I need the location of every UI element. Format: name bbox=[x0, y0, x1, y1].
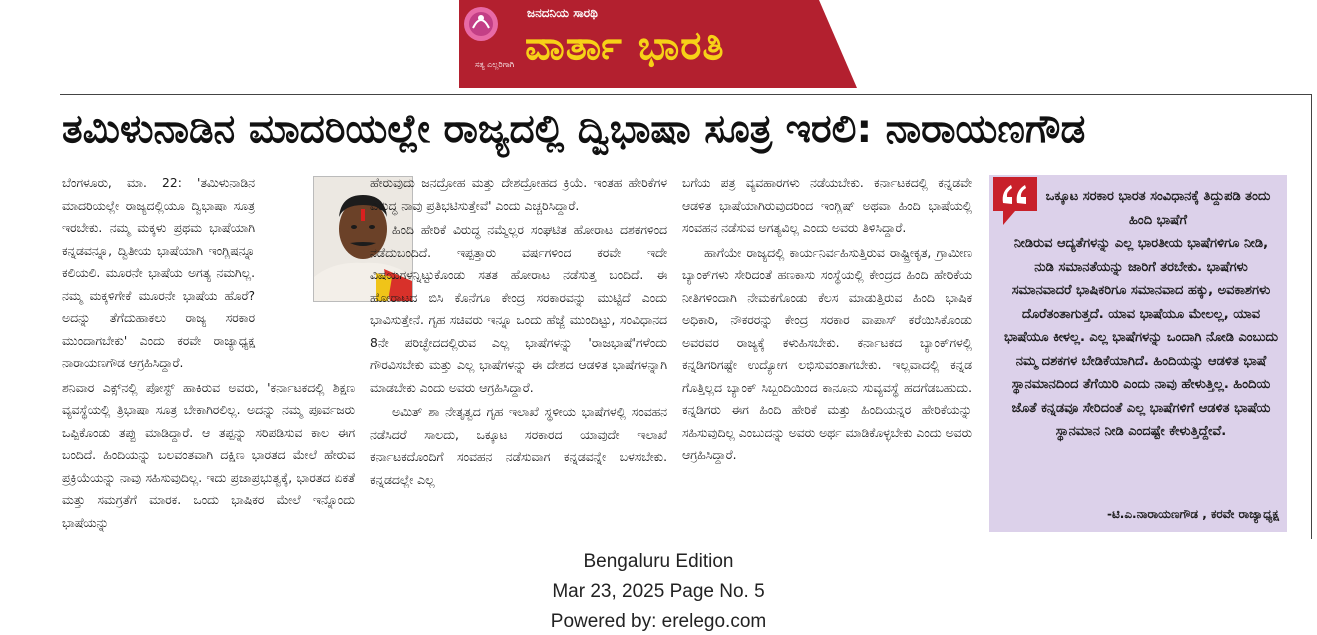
article-headline: ತಮಿಳುನಾಡಿನ ಮಾದರಿಯಲ್ಲೇ ರಾಜ್ಯದಲ್ಲಿ ದ್ವಿಭಾಷಾ ಸೂತ್ರ ಇರಲಿ: ನಾರಾಯಣಗೌಡ bbox=[62, 107, 1086, 152]
date-page-label: Mar 23, 2025 Page No. 5 bbox=[552, 581, 765, 602]
article-column-3 bbox=[682, 172, 972, 532]
pull-quote-lead: ಒಕ್ಕೂಟ ಸರಕಾರ ಭಾರತ ಸಂವಿಧಾನಕ್ಕೆ ತಿದ್ದುಪಡಿ ತಂದು ಹಿಂದಿ ಭಾಷೆಗೆ bbox=[1045, 189, 1271, 228]
brand-logo-icon bbox=[459, 0, 503, 54]
masthead-motto: ಸತ್ಯ ಎಲ್ಲರಿಗಾಗಿ bbox=[475, 60, 515, 69]
pull-quote-signature: -ಟಿ.ಎ.ನಾರಾಯಣಗೌಡ , ಕರವೇ ರಾಜ್ಯಾಧ್ಯಕ್ಷ bbox=[1106, 507, 1279, 521]
col3-paragraph-2: ಹಾಗೆಯೇ ರಾಜ್ಯದಲ್ಲಿ ಕಾರ್ಯನಿರ್ವಹಿಸುತ್ತಿರುವ ರಾಷ್ಟ್ರೀಕೃತ, ಗ್ರಾಮೀಣ ಬ್ಯಾಂಕ್‌ಗಳು ಸೇರಿದಂತೆ ಹಣಕಾಸು ಸಂಸ್ಥೆಯಲ್ಲಿ ಕೇಂದ್ರದ ಹಿಂದಿ ಹೇರಿಕೆಯ ನೀತಿಗಳಿಂದಾಗಿ ನೇಮಕಗೊಂಡು ಕೆಲಸ ಮಾಡುತ್ತಿರುವ ಹಿಂದಿ ಭಾಷಿಕ ಅಧಿಕಾರಿ, ನೌಕರರನ್ನು ಕೇಂದ್ರ ಸರಕಾರ ವಾಪಾಸ್ ಕರೆಯಿಸಿಕೊಂಡು ಅವರವರ ರಾಜ್ಯಕ್ಕೆ ಕಳುಹಿಸಬೇಕು. ಕರ್ನಾಟಕದ ಬ್ಯಾಂಕ್‌ಗಳಲ್ಲಿ ಕನ್ನಡಿಗರಿಗಷ್ಟೇ ಉದ್ಯೋಗ ಲಭಿಸುವಂತಾಗಬೇಕು. ಇಲ್ಲವಾದಲ್ಲಿ ಕನ್ನಡ ಗೊತ್ತಿಲ್ಲದ ಬ್ಯಾಂಕ್ ಸಿಬ್ಬಂದಿಯಿಂದ ಕಾನೂನು ಸುವ್ಯವಸ್ಥೆ ಹದಗೆಡಬಹುದು. ಕನ್ನಡಿಗರು ಈಗ ಹಿಂದಿ ಹೇರಿಕೆ ಮತ್ತು ಹಿಂದಿಯನ್ನರ ಹೇರಿಕೆಯನ್ನು ಸಹಿಸುವುದಿಲ್ಲ ಎಂಬುದನ್ನು ಅವರು ಅರ್ಥ ಮಾಡಿಕೊಳ್ಳಬೇಕು ಎಂದು ಅವರು ಆಗ್ರಹಿಸಿದ್ದಾರೆ. bbox=[682, 245, 972, 462]
col1-paragraph-2: ಶನಿವಾರ ಎಕ್ಸ್‌ನಲ್ಲಿ ಪೋಸ್ಟ್ ಹಾಕಿರುವ ಅವರು, 'ಕರ್ನಾಟಕದಲ್ಲಿ ಶಿಕ್ಷಣ ವ್ಯವಸ್ಥೆಯಲ್ಲಿ ತ್ರಿಭಾಷಾ ಸೂತ್ರ ಬೇಕಾಗಿರಲಿಲ್ಲ. ಅದನ್ನು ನಮ್ಮ ಪೂರ್ವಜರು ಒಪ್ಪಿಕೊಂಡು ತಪ್ಪು ಮಾಡಿದ್ದಾರೆ. ಆ ತಪ್ಪನ್ನು ಸರಿಪಡಿಸುವ ಕಾಲ ಈಗ ಬಂದಿದೆ. ಹಿಂದಿಯನ್ನು ಬಲವಂತವಾಗಿ ದಕ್ಷಿಣ ಭಾರತದ ಮೇಲೆ ಹೇರುವ ಪ್ರಕ್ರಿಯೆಯನ್ನು ನಾವು ಸಹಿಸುವುದಿಲ್ಲ. ಇದು ಪ್ರಜಾಪ್ರಭುತ್ವಕ್ಕೆ, ಭಾರತದ ಏಕತೆ ಮತ್ತು ಸಮಗ್ರತೆಗೆ ಮಾರಕ. ಒಂದು ಭಾಷಿಕರ ಮೇಲೆ ಇನ್ನೊಂದು ಭಾಷೆಯನ್ನು bbox=[62, 380, 355, 530]
right-divider bbox=[1311, 94, 1312, 539]
col2-paragraph-3: ಅಮಿತ್ ಶಾ ನೇತೃತ್ವದ ಗೃಹ ಇಲಾಖೆ ಸ್ಥಳೀಯ ಭಾಷೆಗಳಲ್ಲಿ ಸಂವಹನ ನಡೆಸಿದರೆ ಸಾಲದು, ಒಕ್ಕೂಟ ಸರಕಾರದ ಯಾವುದೇ ಇಲಾಖೆ ಕರ್ನಾಟಕದೊಂದಿಗೆ ಸಂವಹನ ನಡೆಸುವಾಗ ಕನ್ನಡವನ್ನೇ ಬಳಸಬೇಕು. ಕನ್ನಡದಲ್ಲೇ ಎಲ್ಲ bbox=[370, 405, 667, 487]
edition-label: Bengaluru Edition bbox=[583, 551, 734, 572]
article-column-1 bbox=[62, 172, 355, 544]
pull-quote-box bbox=[989, 175, 1287, 532]
pull-quote-body: ನೀಡಿರುವ ಆದ್ಯತೆಗಳನ್ನು ಎಲ್ಲ ಭಾರತೀಯ ಭಾಷೆಗಳಿಗೂ ನೀಡಿ, ನುಡಿ ಸಮಾನತೆಯನ್ನು ಜಾರಿಗೆ ತರಬೇಕು. ಭಾಷೆಗಳು ಸಮಾನವಾದರೆ ಭಾಷಿಕರಿಗೂ ಸಮಾನವಾದ ಹಕ್ಕು, ಅವಕಾಶಗಳು ದೊರೆತಂತಾಗುತ್ತದೆ. ಯಾವ ಭಾಷೆಯೂ ಮೇಲಲ್ಲ, ಯಾವ ಭಾಷೆಯೂ ಕೀಳಲ್ಲ. ಎಲ್ಲ ಭಾಷೆಗಳನ್ನು ಒಂದಾಗಿ ನೋಡಿ ಎಂಬುದು ನಮ್ಮ ದಶಕಗಳ ಬೇಡಿಕೆಯಾಗಿದೆ. ಹಿಂದಿಯನ್ನು ಆಡಳಿತ ಭಾಷೆ ಸ್ಥಾನಮಾನದಿಂದ ತೆಗೆಯಿರಿ ಎಂದು ನಾವು ಹೇಳುತ್ತಿಲ್ಲ. ಹಿಂದಿಯ ಜೊತೆ ಕನ್ನಡವೂ ಸೇರಿದಂತೆ ಎಲ್ಲ ಭಾಷೆಗಳಿಗೆ ಆಡಳಿತ ಭಾಷೆಯ ಸ್ಥಾನಮಾನ ನೀಡಿ ಎಂದಷ್ಟೇ ಕೇಳುತ್ತಿದ್ದೇವೆ. bbox=[1003, 236, 1279, 439]
masthead-tagline: ಜನದನಿಯ ಸಾರಥಿ bbox=[527, 6, 598, 20]
article-column-2 bbox=[370, 172, 667, 544]
col2-paragraph-1: ಹೇರುವುದು ಜನದ್ರೋಹ ಮತ್ತು ದೇಶದ್ರೋಹದ ಕ್ರಿಯೆ. ಇಂತಹ ಹೇರಿಕೆಗಳ ವಿರುದ್ಧ ನಾವು ಪ್ರತಿಭಟಿಸುತ್ತೇವೆ' ಎಂದು ಎಚ್ಚರಿಸಿದ್ದಾರೆ. bbox=[370, 176, 667, 213]
powered-by-label: Powered by: erelego.com bbox=[550, 611, 767, 632]
pull-quote-text bbox=[1003, 185, 1279, 444]
masthead-title: ವಾರ್ತಾ ಭಾರತಿ bbox=[525, 23, 725, 69]
col1-paragraph-1: ಬೆಂಗಳೂರು, ಮಾ. 22: 'ತಮಿಳುನಾಡಿನ ಮಾದರಿಯಲ್ಲೇ ರಾಜ್ಯದಲ್ಲಿಯೂ ದ್ವಿಭಾಷಾ ಸೂತ್ರ ಇರಬೇಕು. ನಮ್ಮ ಮಕ್ಕಳು ಪ್ರಥಮ ಭಾಷೆಯಾಗಿ ಕನ್ನಡವನ್ನೂ, ದ್ವಿತೀಯ ಭಾಷೆಯಾಗಿ ಇಂಗ್ಲಿಷನ್ನೂ ಕಲಿಯಲಿ. ಮೂರನೇ ಭಾಷೆಯ ಅಗತ್ಯ ನಮಗಿಲ್ಲ. ನಮ್ಮ ಮಕ್ಕಳಿಗೇಕೆ ಮೂರನೇ ಭಾಷೆಯ ಹೊರೆ? ಅದನ್ನು ತೆಗೆದುಹಾಕಲು ರಾಜ್ಯ ಸರಕಾರ ಮುಂದಾಗಬೇಕು' ಎಂದು ಕರವೇ ರಾಜ್ಯಾಧ್ಯಕ್ಷ ನಾರಾಯಣಗೌಡ ಆಗ್ರಹಿಸಿದ್ದಾರೆ. bbox=[62, 176, 255, 370]
col2-paragraph-2: ಹಿಂದಿ ಹೇರಿಕೆ ವಿರುದ್ಧ ನಮ್ಮೆಲ್ಲರ ಸಂಘಟಿತ ಹೋರಾಟ ದಶಕಗಳಿಂದ ನಡೆದುಬಂದಿದೆ. ಇಪ್ಪತ್ತಾರು ವರ್ಷಗಳಿಂದ ಕರವೇ ಇದೇ ವಿಷಯಗಳನ್ನಿಟ್ಟುಕೊಂಡು ಸತತ ಹೋರಾಟ ನಡೆಸುತ್ತ ಬಂದಿದೆ. ಈ ಹೋರಾಟದ ಬಿಸಿ ಕೊನೆಗೂ ಕೇಂದ್ರ ಸರಕಾರವನ್ನು ಮುಟ್ಟಿದೆ ಎಂದು ಭಾವಿಸುತ್ತೇನೆ. ಗೃಹ ಸಚಿವರು ಇನ್ನೂ ಒಂದು ಹೆಜ್ಜೆ ಮುಂದಿಟ್ಟು, ಸಂವಿಧಾನದ 8ನೇ ಪರಿಚ್ಛೇದದಲ್ಲಿರುವ ಎಲ್ಲ ಭಾಷೆಗಳನ್ನು 'ರಾಜಭಾಷೆ'ಗಳೆಂದು ಗೌರವಿಸಬೇಕು ಮತ್ತು ಎಲ್ಲ ಭಾಷೆಗಳನ್ನು ಈ ದೇಶದ ಆಡಳಿತ ಭಾಷೆಗಳನ್ನಾಗಿ ಮಾಡಬೇಕು ಎಂದು ಅವರು ಆಗ್ರಹಿಸಿದ್ದಾರೆ. bbox=[370, 223, 667, 395]
masthead bbox=[459, 0, 857, 88]
top-divider bbox=[60, 94, 1312, 95]
col3-paragraph-1: ಬಗೆಯ ಪತ್ರ ವ್ಯವಹಾರಗಳು ನಡೆಯಬೇಕು. ಕರ್ನಾಟಕದಲ್ಲಿ ಕನ್ನಡವೇ ಆಡಳಿತ ಭಾಷೆಯಾಗಿರುವುದರಿಂದ ಇಂಗ್ಲಿಷ್ ಅಥವಾ ಹಿಂದಿ ಭಾಷೆಯಲ್ಲಿ ಸಂವಹನ ನಡೆಸುವ ಅಗತ್ಯವಿಲ್ಲ ಎಂದು ಅವರು ತಿಳಿಸಿದ್ದಾರೆ. bbox=[682, 176, 972, 235]
